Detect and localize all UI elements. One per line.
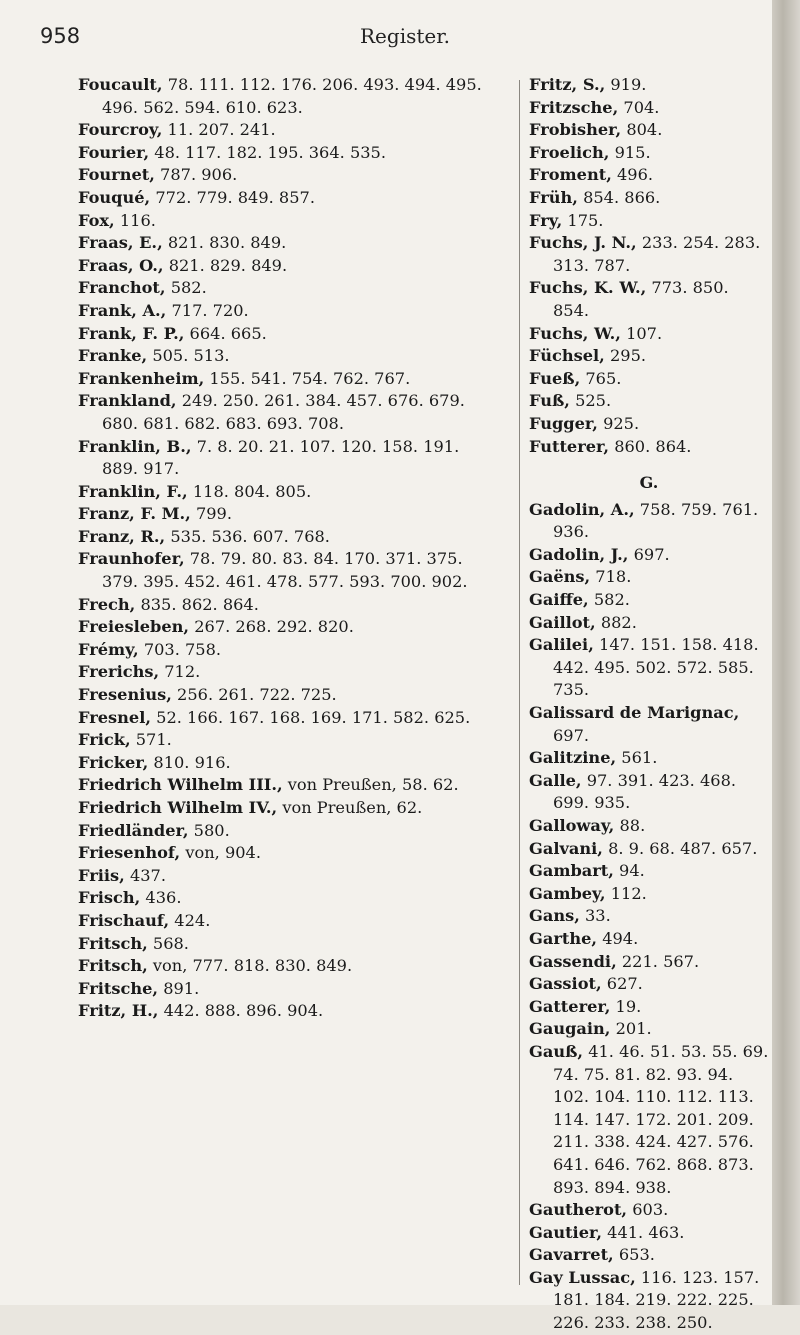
entry-page-refs: 697. (633, 544, 670, 564)
index-entry (529, 413, 769, 436)
entry-name: Fritzsche, (529, 97, 619, 117)
entry-page-refs: 525. (575, 391, 612, 411)
entry-name: Früh, (529, 187, 578, 207)
index-entry (78, 142, 498, 165)
entry-name: Frischauf, (78, 910, 170, 930)
entry-name: Frobisher, (529, 120, 622, 140)
entry-name: Galissard de Marignac, (529, 703, 740, 723)
entry-page-refs: 267. 268. 292. 820. (194, 617, 354, 637)
index-entry (78, 368, 498, 391)
index-entry (78, 594, 498, 617)
index-entry (78, 119, 498, 142)
entry-name: Frisch, (78, 888, 141, 908)
entry-name: Gambey, (529, 883, 606, 903)
index-entry (78, 933, 498, 956)
entry-page-refs: 52. 166. 167. 168. 169. 171. 582. 625. (156, 707, 471, 727)
entry-page-refs: 221. 567. (621, 951, 700, 971)
entry-page-refs: 919. (610, 75, 647, 94)
entry-page-refs: 664. 665. (189, 323, 267, 343)
entry-name: Fuchs, K. W., (529, 278, 647, 298)
index-entry (529, 345, 769, 368)
index-entry (78, 481, 498, 504)
index-entry (78, 548, 498, 593)
index-entry (529, 1041, 769, 1199)
entry-page-refs: 835. 862. 864. (140, 594, 259, 614)
entry-name: Futterer, (529, 436, 610, 456)
entry-name: Galilei, (529, 635, 594, 655)
entry-name: Friedrich Wilhelm III., (78, 775, 283, 795)
index-entry (529, 1199, 769, 1222)
index-entry (529, 838, 769, 861)
entry-page-refs: 441. 463. (607, 1222, 685, 1242)
entry-page-refs: 48. 117. 182. 195. 364. 535. (154, 142, 386, 162)
entry-page-refs: 175. (567, 210, 604, 230)
entry-name: Friedländer, (78, 820, 189, 840)
index-entry (529, 1018, 769, 1041)
index-entry (78, 616, 498, 639)
entry-page-refs: 772. 779. 849. 857. (155, 187, 315, 207)
index-entry (78, 820, 498, 843)
entry-page-refs: 118. 804. 805. (192, 481, 312, 501)
index-entry (78, 752, 498, 775)
entry-name: Fraas, O., (78, 255, 164, 275)
entry-page-refs: von Preußen, 58. 62. (287, 775, 459, 795)
entry-name: Foucault, (78, 75, 163, 94)
entry-name: Gay Lussac, (529, 1267, 636, 1287)
section-letter-heading: G. (639, 473, 659, 493)
entry-name: Fuchs, W., (529, 323, 621, 343)
entry-name: Franke, (78, 346, 148, 366)
index-entry (78, 842, 498, 865)
index-entry (529, 390, 769, 413)
index-entry (529, 589, 769, 612)
index-entry (529, 566, 769, 589)
index-entry (529, 544, 769, 567)
index-entry (529, 142, 769, 165)
entry-name: Fresenius, (78, 685, 172, 705)
entry-page-refs: 94. (619, 861, 645, 881)
entry-page-refs: 233. 254. 283. 313. 787. (553, 233, 761, 275)
index-entry (78, 955, 498, 978)
index-entry (78, 503, 498, 526)
index-column-left (78, 74, 498, 1023)
entry-page-refs: 155. 541. 754. 762. 767. (209, 368, 411, 388)
entry-name: Freiesleben, (78, 617, 190, 637)
entry-page-refs: von, 904. (185, 843, 261, 863)
index-entry (529, 97, 769, 120)
entry-name: Fry, (529, 210, 563, 230)
entry-page-refs: 116. 123. 157. 181. 184. 219. 222. 225. 226. 233. 238. 250. (553, 1267, 760, 1333)
entry-name: Fugger, (529, 413, 598, 433)
index-entry (529, 612, 769, 635)
entry-name: Gaëns, (529, 567, 591, 587)
entry-name: Fournet, (78, 165, 155, 185)
index-entry (529, 323, 769, 346)
index-entry (529, 883, 769, 906)
entry-page-refs: 561. (621, 748, 658, 768)
entry-page-refs: 41. 46. 51. 53. 55. 69. 74. 75. 81. 82. 93. 94. 102. 104. 110. 112. 113. 114. 147. 172. 201. 209. 211. 338. 424. 427. 576. 641. 646. 762. 868. 873. 893. 894. 938. (553, 1041, 769, 1197)
entry-page-refs: 437. (129, 865, 166, 885)
entry-name: Fraas, E., (78, 233, 163, 253)
index-entry (78, 436, 498, 481)
index-entry (78, 887, 498, 910)
entry-name: Galloway, (529, 816, 615, 835)
entry-name: Fourcroy, (78, 120, 163, 140)
entry-page-refs: 860. 864. (614, 436, 692, 456)
index-entry (529, 747, 769, 770)
entry-name: Gadolin, A., (529, 499, 635, 519)
index-entry (529, 119, 769, 142)
index-entry (78, 661, 498, 684)
entry-page-refs: 78. 79. 80. 83. 84. 170. 371. 375. 379. 395. 452. 461. 478. 577. 593. 700. 902. (102, 549, 468, 592)
entry-page-refs: 494. (602, 928, 639, 948)
index-entry (78, 187, 498, 210)
index-entry (529, 1244, 769, 1267)
entry-name: Gatterer, (529, 996, 611, 1016)
index-entry (78, 232, 498, 255)
entry-page-refs: von, 777. 818. 830. 849. (152, 956, 353, 976)
index-entry (529, 770, 769, 815)
index-entry (529, 187, 769, 210)
index-entry (529, 277, 769, 322)
entry-page-refs: 33. (585, 906, 611, 926)
index-entry (78, 639, 498, 662)
entry-name: Gans, (529, 906, 580, 926)
entry-page-refs: 505. 513. (152, 346, 230, 366)
index-entry (78, 345, 498, 368)
index-entry (78, 277, 498, 300)
index-entry (78, 865, 498, 888)
entry-page-refs: 580. (193, 820, 230, 840)
entry-page-refs: 854. 866. (583, 187, 661, 207)
entry-name: Gambart, (529, 861, 614, 881)
index-entry (529, 996, 769, 1019)
entry-name: Franchot, (78, 278, 166, 298)
entry-page-refs: 295. (609, 346, 647, 366)
column-divider (519, 80, 520, 1285)
entry-name: Gaiffe, (529, 590, 589, 610)
entry-name: Friis, (78, 865, 125, 885)
entry-name: Fueß, (529, 368, 581, 388)
entry-page-refs: 568. (152, 933, 189, 953)
entry-name: Froment, (529, 165, 612, 185)
entry-name: Frémy, (78, 639, 139, 659)
entry-name: Franz, F. M., (78, 504, 191, 524)
index-entry (78, 707, 498, 730)
entry-name: Frech, (78, 594, 136, 614)
page-edge (772, 0, 800, 1305)
entry-name: Friedrich Wilhelm IV., (78, 798, 278, 817)
entry-page-refs: 765. (585, 368, 622, 388)
entry-page-refs: 112. (610, 883, 647, 903)
index-entry (78, 323, 498, 346)
entry-name: Füchsel, (529, 346, 605, 366)
entry-name: Gassendi, (529, 951, 617, 971)
entry-page-refs: 703. 758. (143, 639, 222, 659)
entry-page-refs: 758. 759. 761. 936. (553, 499, 759, 542)
entry-name: Fox, (78, 210, 115, 230)
entry-page-refs: 11. 207. 241. (167, 120, 276, 140)
index-entry (78, 774, 498, 797)
entry-name: Frank, A., (78, 300, 167, 320)
entry-name: Fritsch, (78, 933, 148, 953)
entry-page-refs: 603. (632, 1200, 669, 1220)
index-entry (78, 526, 498, 549)
entry-name: Fritsch, (78, 956, 148, 976)
entry-page-refs: 116. (119, 210, 156, 230)
entry-page-refs: 712. (164, 662, 201, 682)
entry-page-refs: 19. (615, 996, 642, 1016)
entry-page-refs: 88. (619, 816, 646, 835)
entry-page-refs: 925. (603, 413, 640, 433)
entry-page-refs: von Preußen, 62. (282, 798, 423, 817)
entry-name: Frick, (78, 730, 131, 750)
entry-page-refs: 787. 906. (160, 165, 238, 185)
entry-name: Frank, F. P., (78, 323, 185, 343)
index-entry (529, 951, 769, 974)
entry-page-refs: 915. (614, 142, 651, 162)
index-entry (529, 928, 769, 951)
entry-name: Garthe, (529, 928, 598, 948)
entry-page-refs: 78. 111. 112. 176. 206. 493. 494. 495. 496. 562. 594. 610. 623. (102, 75, 482, 117)
index-entry (78, 729, 498, 752)
entry-page-refs: 256. 261. 722. 725. (177, 685, 337, 705)
entry-page-refs: 97. 391. 423. 468. 699. 935. (553, 770, 737, 813)
index-entry (529, 1222, 769, 1245)
entry-page-refs: 653. (618, 1245, 655, 1265)
entry-name: Gautherot, (529, 1200, 628, 1220)
entry-page-refs: 627. (606, 974, 643, 994)
entry-name: Franz, R., (78, 526, 166, 546)
entry-name: Gadolin, J., (529, 544, 629, 564)
index-entry (529, 860, 769, 883)
entry-name: Fresnel, (78, 707, 152, 727)
entry-name: Gaugain, (529, 1019, 611, 1039)
entry-name: Franklin, B., (78, 436, 192, 456)
entry-page-refs: 535. 536. 607. 768. (170, 526, 330, 546)
index-entry (529, 634, 769, 702)
entry-name: Fraunhofer, (78, 549, 185, 569)
index-entry (78, 797, 498, 820)
entry-page-refs: 8. 9. 68. 487. 657. (608, 838, 758, 858)
entry-page-refs: 107. (626, 323, 663, 343)
index-entry (529, 232, 769, 277)
entry-name: Gassiot, (529, 974, 602, 994)
entry-name: Frankland, (78, 391, 177, 411)
index-entry (78, 910, 498, 933)
index-entry (529, 973, 769, 996)
entry-name: Fritz, H., (78, 1001, 159, 1021)
entry-page-refs: 773. 850. 854. (553, 278, 729, 320)
entry-page-refs: 891. (163, 978, 200, 998)
index-entry (529, 1267, 769, 1335)
entry-page-refs: 424. (174, 910, 211, 930)
entry-name: Galvani, (529, 838, 603, 858)
entry-page-refs: 810. 916. (153, 752, 231, 772)
index-entry (529, 702, 769, 747)
index-entry (78, 390, 498, 435)
index-entry (78, 1000, 498, 1023)
index-entry (529, 815, 769, 838)
entry-page-refs: 201. (615, 1019, 652, 1039)
entry-name: Fuchs, J. N., (529, 233, 637, 253)
page-header (0, 24, 772, 54)
index-entry (529, 164, 769, 187)
entry-page-refs: 704. (623, 97, 660, 117)
index-entry (78, 978, 498, 1001)
entry-name: Froelich, (529, 142, 610, 162)
entry-name: Gauß, (529, 1041, 584, 1061)
index-entry (529, 499, 769, 544)
entry-page-refs: 717. 720. (171, 300, 249, 320)
entry-page-refs: 571. (135, 730, 172, 750)
entry-name: Gautier, (529, 1222, 602, 1242)
index-entry (78, 210, 498, 233)
index-entry (529, 905, 769, 928)
index-entry (529, 210, 769, 233)
entry-page-refs: 147. 151. 158. 418. 442. 495. 502. 572. 585. 735. (553, 635, 759, 700)
entry-page-refs: 582. (170, 278, 207, 298)
entry-name: Galle, (529, 770, 582, 790)
entry-page-refs: 821. 830. 849. (167, 233, 287, 253)
entry-page-refs: 799. (195, 504, 232, 524)
page-number: 958 (40, 24, 81, 48)
index-entry (529, 436, 769, 459)
entry-page-refs: 804. (626, 120, 663, 140)
index-entry (78, 300, 498, 323)
entry-name: Fricker, (78, 752, 149, 772)
page-title: Register. (360, 24, 450, 48)
index-entry (78, 255, 498, 278)
entry-name: Galitzine, (529, 748, 617, 768)
entry-page-refs: 718. (595, 567, 632, 587)
index-entry (78, 164, 498, 187)
entry-name: Frerichs, (78, 662, 160, 682)
entry-page-refs: 249. 250. 261. 384. 457. 676. 679. 680. 681. 682. 683. 693. 708. (102, 391, 465, 433)
entry-page-refs: 442. 888. 896. 904. (163, 1001, 324, 1021)
index-entry (529, 368, 769, 391)
entry-name: Franklin, F., (78, 481, 188, 501)
index-entry (78, 684, 498, 707)
index-entry (529, 74, 769, 97)
entry-page-refs: 697. (553, 725, 590, 745)
entry-name: Fouqué, (78, 187, 151, 207)
entry-page-refs: 436. (145, 888, 182, 908)
entry-name: Frankenheim, (78, 368, 205, 388)
index-column-right (529, 74, 769, 1335)
entry-name: Gaillot, (529, 612, 596, 632)
index-entry (78, 74, 498, 119)
entry-name: Fourier, (78, 142, 150, 162)
entry-page-refs: 7. 8. 20. 21. 107. 120. 158. 191. 889. 917. (102, 436, 460, 479)
entry-page-refs: 582. (593, 590, 630, 610)
entry-page-refs: 882. (600, 612, 637, 632)
entry-name: Fuß, (529, 391, 570, 411)
entry-name: Friesenhof, (78, 843, 181, 863)
entry-name: Gavarret, (529, 1245, 614, 1265)
entry-name: Fritz, S., (529, 75, 606, 94)
entry-page-refs: 496. (617, 165, 654, 185)
entry-name: Fritsche, (78, 978, 159, 998)
entry-page-refs: 821. 829. 849. (168, 255, 288, 275)
